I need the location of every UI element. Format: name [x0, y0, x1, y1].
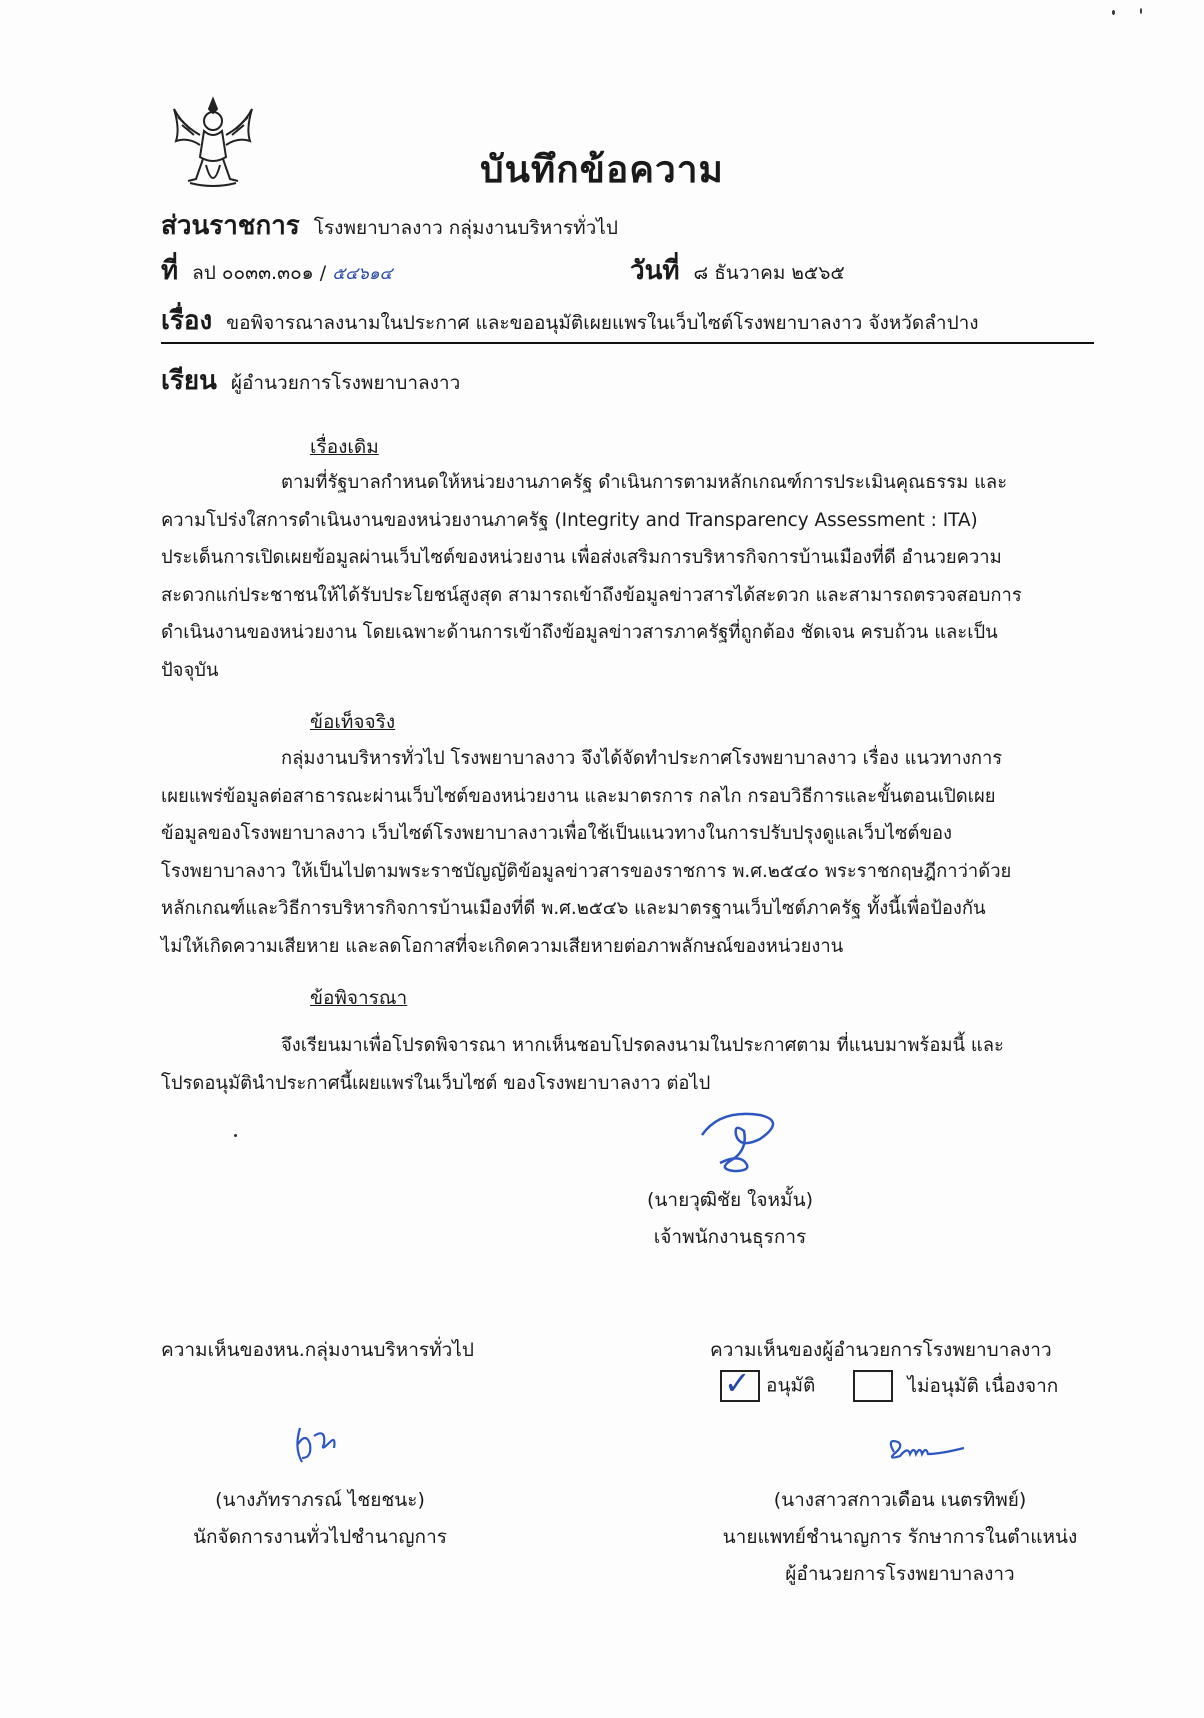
to-row	[161, 360, 460, 401]
director-opinion-label: ความเห็นของผู้อำนวยการโรงพยาบาลงาว	[710, 1339, 1052, 1361]
group-head-opinion-label: ความเห็นของหน.กลุ่มงานบริหารทั่วไป	[161, 1339, 474, 1361]
director-position-line1: นายแพทย์ชำนาญการ รักษาการในตำแหน่ง	[722, 1526, 1078, 1548]
reject-label: ไม่อนุมัติ เนื่องจาก	[907, 1374, 1059, 1397]
facts-line: หลักเกณฑ์และวิธีการบริหารกิจการบ้านเมืองที่ดี พ.ศ.๒๕๔๖ และมาตรฐานเว็บไซต์ภาครัฐ ทั้งนี้เพื่อป้องกัน	[161, 898, 986, 919]
facts-paragraph	[161, 740, 1105, 965]
background-heading: เรื่องเดิม	[310, 436, 379, 458]
date-row	[630, 250, 845, 291]
group-head-name: (นางภัทราภรณ์ ไชยชนะ)	[215, 1489, 425, 1511]
background-line: สะดวกแก่ประชาชนให้ได้รับประโยชน์สูงสุด สามารถเข้าถึงข้อมูลข่าวสารได้สะดวก และสามารถตรวจสอบการ	[161, 584, 1022, 606]
background-paragraph	[161, 464, 1105, 689]
background-line: ดำเนินงานของหน่วยงาน โดยเฉพาะด้านการเข้าถึงข้อมูลข่าวสารภาครัฐที่ถูกต้อง ชัดเจน ครบถ้วน และเป็น	[161, 622, 998, 643]
author-name: (นายวุฒิชัย ใจหมั้น)	[647, 1189, 813, 1211]
consideration-line: โปรดอนุมัตินำประกาศนี้เผยแพร่ในเว็บไซต์ ของโรงพยาบาลงาว ต่อไป	[161, 1072, 711, 1094]
facts-line: ข้อมูลของโรงพยาบาลงาว เว็บไซต์โรงพยาบาลงาวเพื่อใช้เป็นแนวทางในการปรับปรุงดูแลเว็บไซต์ของ	[161, 823, 953, 844]
author-signature	[690, 1105, 790, 1180]
doc-number-label: ที่	[161, 256, 179, 286]
consideration-line: จึงเรียนมาเพื่อโปรดพิจารณา หากเห็นชอบโปรดลงนามในประกาศตาม ที่แนบมาพร้อมนี้ และ	[281, 1035, 1004, 1056]
director-name: (นางสาวสกาวเดือน เนตรทิพย์)	[773, 1489, 1027, 1511]
director-signature	[880, 1432, 970, 1472]
facts-heading: ข้อเท็จจริง	[310, 711, 396, 733]
consideration-paragraph	[161, 1027, 1105, 1102]
checkmark-icon: ✓	[724, 1364, 751, 1402]
background-line: ปัจจุบัน	[161, 659, 219, 681]
background-line: ความโปร่งใสการดำเนินงานของหน่วยงานภาครัฐ (Integrity and Transparency Assessment : ITA)	[161, 509, 978, 531]
approve-checkbox[interactable]	[720, 1364, 760, 1402]
to-value: ผู้อำนวยการโรงพยาบาลงาว	[230, 372, 461, 394]
background-line: ประเด็นการเปิดเผยข้อมูลผ่านเว็บไซต์ของหน่วยงาน เพื่อส่งเสริมการบริหารกิจการบ้านเมืองที่ดี อำนวยความ	[161, 547, 1002, 568]
date-value: ๘ ธันวาคม ๒๕๖๕	[693, 262, 845, 284]
background-line: ตามที่รัฐบาลกำหนดให้หน่วยงานภาครัฐ ดำเนินการตามหลักเกณฑ์การประเมินคุณธรรม และ	[281, 472, 1008, 493]
subject-label: เรื่อง	[161, 306, 213, 336]
scan-speck	[234, 1134, 237, 1137]
department-label: ส่วนราชการ	[161, 211, 300, 241]
approve-label: อนุมัติ	[766, 1374, 816, 1397]
author-position: เจ้าพนักงานธุรการ	[653, 1226, 807, 1248]
subject-value: ขอพิจารณาลงนามในประกาศ และขออนุมัติเผยแพรในเว็บไซต์โรงพยาบาลงาว จังหวัดลำปาง	[226, 312, 979, 334]
director-position-line2: ผู้อำนวยการโรงพยาบาลงาว	[785, 1563, 1015, 1585]
department-value: โรงพยาบาลงาว กลุ่มงานบริหารทั่วไป	[313, 217, 618, 239]
doc-number-handwritten: ๕๔๖๑๔	[332, 264, 393, 284]
to-label: เรียน	[161, 366, 217, 396]
scan-speck	[1140, 8, 1142, 14]
doc-number-row	[161, 250, 392, 291]
director-decision-row	[720, 1364, 1059, 1402]
department-row	[161, 205, 618, 246]
facts-line: กลุ่มงานบริหารทั่วไป โรงพยาบาลงาว จึงได้จัดทำประกาศโรงพยาบาลงาว เรื่อง แนวทางการ	[281, 748, 1003, 769]
subject-row	[161, 300, 979, 341]
group-head-position: นักจัดการงานทั่วไปชำนาญการ	[193, 1526, 447, 1548]
facts-line: โรงพยาบาลงาว ให้เป็นไปตามพระราชบัญญัติข้อมูลข่าวสารของราชการ พ.ศ.๒๕๔๐ พระราชกฤษฎีกาว่าด้วย	[161, 860, 1012, 882]
facts-line: ไม่ให้เกิดความเสียหาย และลดโอกาสที่จะเกิดความเสียหายต่อภาพลักษณ์ของหน่วยงาน	[161, 935, 844, 957]
scan-speck	[1112, 10, 1115, 15]
date-label: วันที่	[630, 256, 680, 286]
facts-line: เผยแพร่ข้อมูลต่อสาธารณะผ่านเว็บไซต์ของหน่วยงาน และมาตรการ กลไก กรอบวิธีการและขั้นตอนเปิดเผย	[161, 785, 996, 807]
consideration-heading: ข้อพิจารณา	[310, 987, 408, 1009]
doc-number-value: ลป ๐๐๓๓.๓๐๑ /	[192, 262, 327, 284]
header-divider	[161, 342, 1094, 344]
group-head-signature	[290, 1418, 350, 1468]
memo-title: บันทึกข้อความ	[480, 148, 724, 191]
reject-checkbox[interactable]	[853, 1370, 893, 1402]
